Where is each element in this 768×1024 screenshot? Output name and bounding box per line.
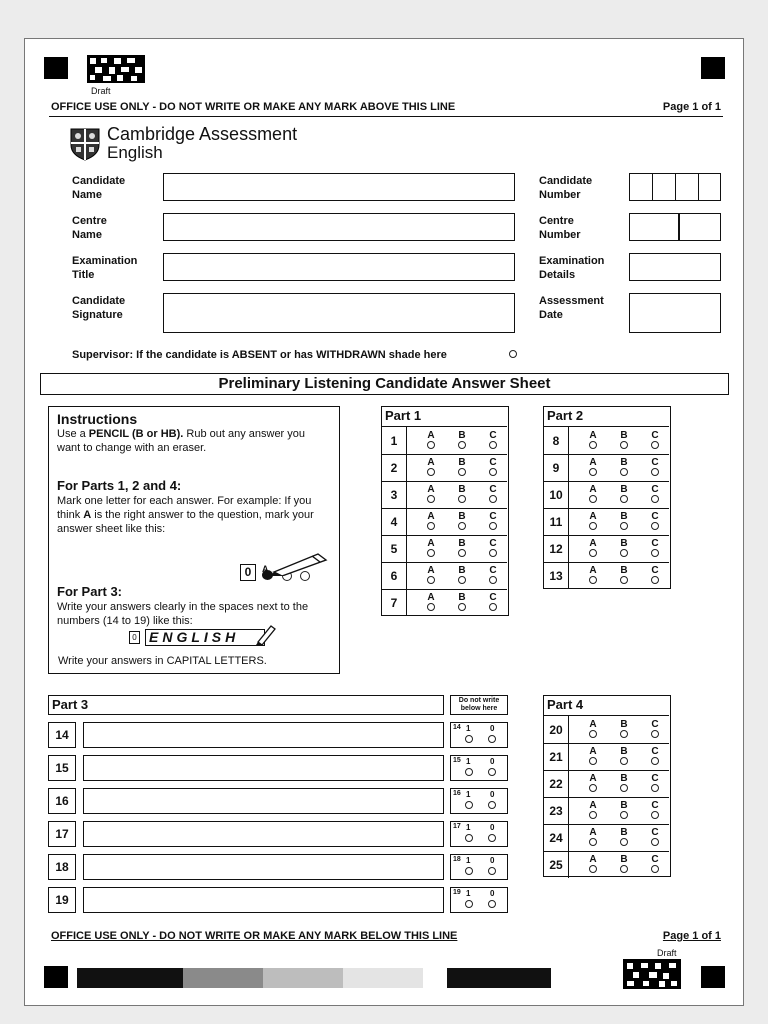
- part3-question-number: 16: [48, 788, 76, 814]
- answer-bubble[interactable]: [651, 441, 659, 449]
- answer-bubble[interactable]: [620, 495, 628, 503]
- registration-mark-bottom-right: [701, 966, 725, 988]
- answer-bubble[interactable]: [427, 441, 435, 449]
- part3-marker-box: [450, 821, 508, 847]
- option-letter: C: [651, 827, 659, 838]
- example-word-text: ENGLISH: [145, 629, 265, 646]
- part2-option-bubble[interactable]: [586, 485, 600, 503]
- candidate-signature-label: Candidate Signature: [72, 295, 126, 321]
- option-letter: C: [489, 430, 497, 441]
- candidate-name-field[interactable]: [163, 173, 515, 201]
- part1-option-bubble[interactable]: [486, 485, 500, 503]
- candidate-name-label: Candidate Name: [72, 175, 126, 201]
- option-letter: C: [489, 538, 497, 549]
- answer-bubble[interactable]: [620, 784, 628, 792]
- part2-question-number: 9: [552, 461, 560, 475]
- part1-option-bubble[interactable]: [486, 566, 500, 584]
- marker-bubble-one: [465, 768, 473, 776]
- part2-option-bubble[interactable]: [648, 458, 662, 476]
- answer-bubble[interactable]: [489, 603, 497, 611]
- option-letter: C: [651, 511, 659, 522]
- part1-option-bubble[interactable]: [424, 539, 438, 557]
- answer-bubble[interactable]: [458, 603, 466, 611]
- marker-question-number: 14: [453, 724, 461, 731]
- part1-option-bubble[interactable]: [424, 431, 438, 449]
- part3-answer-field[interactable]: [83, 854, 444, 880]
- part1-question-number: 2: [390, 461, 398, 475]
- part3-answer-field[interactable]: [83, 821, 444, 847]
- answer-bubble[interactable]: [589, 757, 597, 765]
- marker-label-zero: 0: [490, 856, 495, 865]
- option-letter: C: [651, 430, 659, 441]
- marker-bubble-one: [465, 867, 473, 875]
- option-letter: B: [620, 511, 628, 522]
- part4-option-bubble[interactable]: [617, 747, 631, 765]
- option-letter: B: [620, 538, 628, 549]
- centre-number-field[interactable]: [629, 213, 721, 241]
- part1-option-bubble[interactable]: [455, 566, 469, 584]
- option-letter: A: [589, 565, 597, 576]
- part4-option-bubble[interactable]: [586, 828, 600, 846]
- logo-subtitle: English: [107, 143, 163, 162]
- part1-question-number: 6: [390, 569, 398, 583]
- part1-option-bubble[interactable]: [424, 458, 438, 476]
- option-letter: A: [589, 719, 597, 730]
- option-letter: B: [458, 430, 466, 441]
- part3-marker-box: [450, 854, 508, 880]
- answer-bubble[interactable]: [620, 730, 628, 738]
- option-letter: A: [589, 773, 597, 784]
- part1-question-number: 4: [390, 515, 398, 529]
- part1-option-bubble[interactable]: [455, 458, 469, 476]
- part3-question-number: 18: [48, 854, 76, 880]
- example-word: [129, 627, 279, 649]
- part1-option-bubble[interactable]: [424, 593, 438, 611]
- page-number-top: Page 1 of 1: [662, 101, 721, 113]
- part4-option-bubble[interactable]: [586, 801, 600, 819]
- marker-question-number: 19: [453, 889, 461, 896]
- option-letter: C: [489, 457, 497, 468]
- part3-answer-field[interactable]: [83, 755, 444, 781]
- part4-option-bubble[interactable]: [648, 747, 662, 765]
- part3-marker-box: [450, 755, 508, 781]
- pencil-small-icon: [255, 623, 277, 645]
- part4-title: Part 4: [547, 697, 584, 712]
- part2-title: Part 2: [547, 408, 584, 423]
- marker-label-one: 1: [466, 823, 471, 832]
- part1-option-bubble[interactable]: [486, 512, 500, 530]
- option-letter: B: [620, 719, 628, 730]
- marker-question-number: 17: [453, 823, 461, 830]
- marker-label-zero: 0: [490, 823, 495, 832]
- candidate-signature-field[interactable]: [163, 293, 515, 333]
- part2-option-bubble[interactable]: [586, 458, 600, 476]
- answer-bubble[interactable]: [651, 811, 659, 819]
- option-letter: A: [427, 484, 435, 495]
- answer-bubble[interactable]: [651, 522, 659, 530]
- part4-option-bubble[interactable]: [586, 855, 600, 873]
- option-letter: B: [620, 854, 628, 865]
- examination-details-field[interactable]: [629, 253, 721, 281]
- do-not-write-label: Do not write below here: [450, 695, 508, 715]
- registration-mark-top-left: [44, 57, 68, 79]
- part1-option-bubble[interactable]: [486, 458, 500, 476]
- part2-option-bubble[interactable]: [617, 458, 631, 476]
- part4-question-number: 20: [549, 723, 563, 737]
- marker-label-one: 1: [466, 757, 471, 766]
- answer-bubble[interactable]: [620, 441, 628, 449]
- answer-bubble[interactable]: [489, 468, 497, 476]
- part2-option-bubble[interactable]: [617, 431, 631, 449]
- part3-answer-field[interactable]: [83, 722, 444, 748]
- registration-mark-top-right: [701, 57, 725, 79]
- option-letter: A: [427, 457, 435, 468]
- option-letter: C: [489, 592, 497, 603]
- option-letter: C: [651, 719, 659, 730]
- part4-option-bubble[interactable]: [617, 855, 631, 873]
- option-letter: A: [589, 538, 597, 549]
- marker-label-zero: 0: [490, 757, 495, 766]
- part3-heading: For Part 3:: [57, 584, 123, 599]
- marker-bubble-zero: [488, 834, 496, 842]
- option-letter: C: [651, 457, 659, 468]
- parts-heading: For Parts 1, 2 and 4:: [57, 478, 182, 493]
- answer-bubble[interactable]: [589, 865, 597, 873]
- crest-icon: [69, 127, 101, 161]
- answer-bubble[interactable]: [427, 468, 435, 476]
- marker-label-one: 1: [466, 790, 471, 799]
- part3-question-number: 14: [48, 722, 76, 748]
- answer-bubble[interactable]: [620, 549, 628, 557]
- part3-marker-box: [450, 788, 508, 814]
- marker-bubble-one: [465, 735, 473, 743]
- option-letter: B: [620, 565, 628, 576]
- option-letter: C: [489, 565, 497, 576]
- part1-question-number: 1: [390, 434, 398, 448]
- answer-bubble[interactable]: [589, 784, 597, 792]
- option-letter: C: [651, 746, 659, 757]
- part2-option-bubble[interactable]: [648, 431, 662, 449]
- part4-question-number: 25: [549, 858, 563, 872]
- option-letter: B: [458, 565, 466, 576]
- answer-bubble[interactable]: [589, 576, 597, 584]
- option-letter: C: [651, 538, 659, 549]
- part2-option-bubble[interactable]: [586, 566, 600, 584]
- part1-option-bubble[interactable]: [455, 593, 469, 611]
- part1-question-number: 7: [390, 596, 398, 610]
- option-letter: B: [620, 746, 628, 757]
- part1-option-bubble[interactable]: [486, 431, 500, 449]
- part1-option-bubble[interactable]: [455, 512, 469, 530]
- part4-question-number: 21: [549, 750, 563, 764]
- part4-question-number: 22: [549, 777, 563, 791]
- answer-bubble[interactable]: [620, 522, 628, 530]
- answer-bubble[interactable]: [458, 522, 466, 530]
- part1-grid: [381, 406, 509, 616]
- option-letter: C: [651, 800, 659, 811]
- part2-option-bubble[interactable]: [617, 485, 631, 503]
- part2-question-number: 12: [549, 542, 563, 556]
- part4-option-bubble[interactable]: [648, 828, 662, 846]
- answer-bubble[interactable]: [589, 468, 597, 476]
- option-letter: C: [489, 484, 497, 495]
- barcode-bottom: [623, 959, 681, 989]
- draft-label-top: Draft: [91, 86, 111, 96]
- answer-bubble[interactable]: [589, 495, 597, 503]
- part2-option-bubble[interactable]: [648, 566, 662, 584]
- part4-option-bubble[interactable]: [586, 747, 600, 765]
- part4-option-bubble[interactable]: [617, 720, 631, 738]
- answer-bubble[interactable]: [651, 495, 659, 503]
- answer-bubble[interactable]: [620, 865, 628, 873]
- marker-question-number: 18: [453, 856, 461, 863]
- option-letter: B: [620, 430, 628, 441]
- sheet-title: Preliminary Listening Candidate Answer Sheet: [40, 373, 729, 395]
- option-letter: B: [458, 511, 466, 522]
- part4-option-bubble[interactable]: [586, 720, 600, 738]
- part1-option-bubble[interactable]: [424, 512, 438, 530]
- answer-bubble[interactable]: [589, 522, 597, 530]
- assessment-date-label: Assessment Date: [539, 295, 604, 321]
- part3-answer-field[interactable]: [83, 887, 444, 913]
- answer-bubble[interactable]: [458, 549, 466, 557]
- answer-bubble[interactable]: [427, 603, 435, 611]
- part4-question-number: 24: [549, 831, 563, 845]
- option-letter: A: [589, 457, 597, 468]
- part1-title: Part 1: [385, 408, 422, 423]
- answer-bubble[interactable]: [620, 576, 628, 584]
- part2-question-number: 10: [549, 488, 563, 502]
- marker-label-one: 1: [466, 724, 471, 733]
- answer-bubble[interactable]: [651, 865, 659, 873]
- top-rule: [49, 116, 723, 117]
- office-use-top: OFFICE USE ONLY - DO NOT WRITE OR MAKE ANY MARK ABOVE THIS LINE: [51, 101, 456, 113]
- marker-bubble-one: [465, 834, 473, 842]
- part2-option-bubble[interactable]: [586, 512, 600, 530]
- pencil-instruction: Use a PENCIL (B or HB). Rub out any answer you want to change with an eraser.: [57, 428, 306, 454]
- option-letter: A: [589, 430, 597, 441]
- marker-bubble-one: [465, 900, 473, 908]
- part4-option-bubble[interactable]: [617, 801, 631, 819]
- answer-bubble[interactable]: [620, 757, 628, 765]
- marker-bubble-zero: [488, 867, 496, 875]
- marker-label-zero: 0: [490, 790, 495, 799]
- part3-question-number: 15: [48, 755, 76, 781]
- answer-sheet: [24, 38, 744, 1006]
- part1-option-bubble[interactable]: [455, 431, 469, 449]
- answer-bubble[interactable]: [651, 784, 659, 792]
- answer-bubble[interactable]: [651, 757, 659, 765]
- answer-bubble[interactable]: [589, 838, 597, 846]
- centre-name-field[interactable]: [163, 213, 515, 241]
- part3-question-number: 17: [48, 821, 76, 847]
- option-letter: C: [651, 565, 659, 576]
- examination-title-label: Examination Title: [72, 255, 138, 281]
- answer-bubble[interactable]: [489, 522, 497, 530]
- barcode-top: [87, 55, 145, 83]
- option-letter: C: [489, 511, 497, 522]
- marker-bubble-zero: [488, 900, 496, 908]
- marker-question-number: 16: [453, 790, 461, 797]
- example-word-number: 0: [129, 631, 140, 644]
- option-letter: A: [427, 592, 435, 603]
- part3-answer-field[interactable]: [83, 788, 444, 814]
- absent-withdrawn-bubble[interactable]: [509, 350, 517, 358]
- answer-bubble[interactable]: [458, 576, 466, 584]
- examination-details-label: Examination Details: [539, 255, 605, 281]
- option-letter: A: [589, 854, 597, 865]
- capitals-instruction: Write your answers in CAPITAL LETTERS.: [58, 655, 267, 667]
- marker-bubble-zero: [488, 735, 496, 743]
- option-letter: A: [589, 800, 597, 811]
- option-letter: B: [620, 773, 628, 784]
- option-letter: B: [620, 484, 628, 495]
- part3-marker-box: [450, 887, 508, 913]
- option-letter: B: [458, 538, 466, 549]
- marker-bubble-one: [465, 801, 473, 809]
- candidate-number-field[interactable]: [629, 173, 721, 201]
- answer-bubble[interactable]: [589, 730, 597, 738]
- option-letter: B: [458, 592, 466, 603]
- marker-label-one: 1: [466, 856, 471, 865]
- parts-instruction: Mark one letter for each answer. For example: If you think A is the right answer to the question, mark your answer sheet like this:: [57, 495, 314, 535]
- part2-option-bubble[interactable]: [586, 539, 600, 557]
- draft-label-bottom: Draft: [657, 948, 677, 958]
- option-letter: B: [458, 457, 466, 468]
- part4-option-bubble[interactable]: [648, 801, 662, 819]
- part1-option-bubble[interactable]: [486, 593, 500, 611]
- part4-option-bubble[interactable]: [617, 828, 631, 846]
- answer-bubble[interactable]: [651, 468, 659, 476]
- part2-option-bubble[interactable]: [648, 539, 662, 557]
- part1-option-bubble[interactable]: [424, 566, 438, 584]
- instructions-box: [48, 406, 340, 674]
- part4-option-bubble[interactable]: [586, 774, 600, 792]
- centre-name-label: Centre Name: [72, 215, 107, 241]
- option-letter: A: [427, 430, 435, 441]
- option-letter: C: [651, 484, 659, 495]
- part2-option-bubble[interactable]: [648, 512, 662, 530]
- answer-bubble[interactable]: [651, 549, 659, 557]
- part2-option-bubble[interactable]: [648, 485, 662, 503]
- examination-title-field[interactable]: [163, 253, 515, 281]
- part2-question-number: 11: [549, 515, 563, 529]
- answer-bubble[interactable]: [489, 549, 497, 557]
- part3-title: Part 3: [52, 697, 89, 712]
- answer-bubble[interactable]: [427, 549, 435, 557]
- part4-option-bubble[interactable]: [648, 855, 662, 873]
- option-letter: A: [589, 827, 597, 838]
- pencil-icon: [268, 552, 334, 576]
- option-letter: C: [651, 773, 659, 784]
- answer-bubble[interactable]: [427, 576, 435, 584]
- calibration-strip: [77, 968, 607, 988]
- page-number-bottom: Page 1 of 1: [662, 930, 721, 942]
- option-letter: B: [458, 484, 466, 495]
- example-number: 0: [240, 564, 256, 581]
- part3-question-number: 19: [48, 887, 76, 913]
- option-letter: B: [620, 457, 628, 468]
- answer-bubble[interactable]: [427, 522, 435, 530]
- centre-number-label: Centre Number: [539, 215, 581, 241]
- instructions-heading: Instructions: [57, 411, 138, 427]
- part2-option-bubble[interactable]: [617, 566, 631, 584]
- part1-option-bubble[interactable]: [455, 485, 469, 503]
- answer-bubble[interactable]: [427, 495, 435, 503]
- answer-bubble[interactable]: [651, 730, 659, 738]
- answer-bubble[interactable]: [620, 468, 628, 476]
- part2-question-number: 8: [552, 434, 560, 448]
- part4-option-bubble[interactable]: [617, 774, 631, 792]
- marker-bubble-zero: [488, 768, 496, 776]
- option-letter: A: [589, 511, 597, 522]
- answer-bubble[interactable]: [651, 838, 659, 846]
- answer-bubble[interactable]: [458, 441, 466, 449]
- part2-question-number: 13: [549, 569, 563, 583]
- part1-question-number: 5: [390, 542, 398, 556]
- answer-bubble[interactable]: [620, 811, 628, 819]
- example-mark: 0 A: [240, 556, 330, 582]
- option-letter: A: [589, 484, 597, 495]
- office-use-bottom: OFFICE USE ONLY - DO NOT WRITE OR MAKE ANY MARK BELOW THIS LINE: [51, 930, 458, 942]
- answer-bubble[interactable]: [489, 441, 497, 449]
- assessment-date-field[interactable]: [629, 293, 721, 333]
- option-letter: A: [427, 511, 435, 522]
- marker-label-zero: 0: [490, 889, 495, 898]
- part3-header: [48, 695, 444, 715]
- option-letter: B: [620, 800, 628, 811]
- part1-option-bubble[interactable]: [424, 485, 438, 503]
- option-letter: B: [620, 827, 628, 838]
- registration-mark-bottom-left: [44, 966, 68, 988]
- part3-marker-box: [450, 722, 508, 748]
- option-letter: A: [589, 746, 597, 757]
- part4-option-bubble[interactable]: [648, 720, 662, 738]
- option-letter: A: [427, 538, 435, 549]
- answer-bubble[interactable]: [489, 495, 497, 503]
- marker-bubble-zero: [488, 801, 496, 809]
- part2-option-bubble[interactable]: [617, 512, 631, 530]
- part2-option-bubble[interactable]: [586, 431, 600, 449]
- option-letter: C: [651, 854, 659, 865]
- answer-bubble[interactable]: [589, 441, 597, 449]
- part3-instruction: Write your answers clearly in the spaces next to the numbers (14 to 19) like this:: [57, 601, 309, 627]
- part2-grid: [543, 406, 671, 589]
- answer-bubble[interactable]: [458, 468, 466, 476]
- candidate-number-label: Candidate Number: [539, 175, 593, 201]
- answer-bubble[interactable]: [620, 838, 628, 846]
- answer-bubble[interactable]: [489, 576, 497, 584]
- part1-option-bubble[interactable]: [486, 539, 500, 557]
- part4-grid: [543, 695, 671, 877]
- supervisor-note: Supervisor: If the candidate is ABSENT or has WITHDRAWN shade here: [72, 349, 447, 361]
- marker-label-one: 1: [466, 889, 471, 898]
- marker-question-number: 15: [453, 757, 461, 764]
- part4-option-bubble[interactable]: [648, 774, 662, 792]
- answer-bubble[interactable]: [651, 576, 659, 584]
- part2-option-bubble[interactable]: [617, 539, 631, 557]
- part4-question-number: 23: [549, 804, 563, 818]
- option-letter: A: [427, 565, 435, 576]
- answer-bubble[interactable]: [458, 495, 466, 503]
- answer-bubble[interactable]: [589, 811, 597, 819]
- part1-option-bubble[interactable]: [455, 539, 469, 557]
- part1-question-number: 3: [390, 488, 398, 502]
- answer-bubble[interactable]: [589, 549, 597, 557]
- logo-title: Cambridge Assessment: [107, 124, 298, 144]
- marker-label-zero: 0: [490, 724, 495, 733]
